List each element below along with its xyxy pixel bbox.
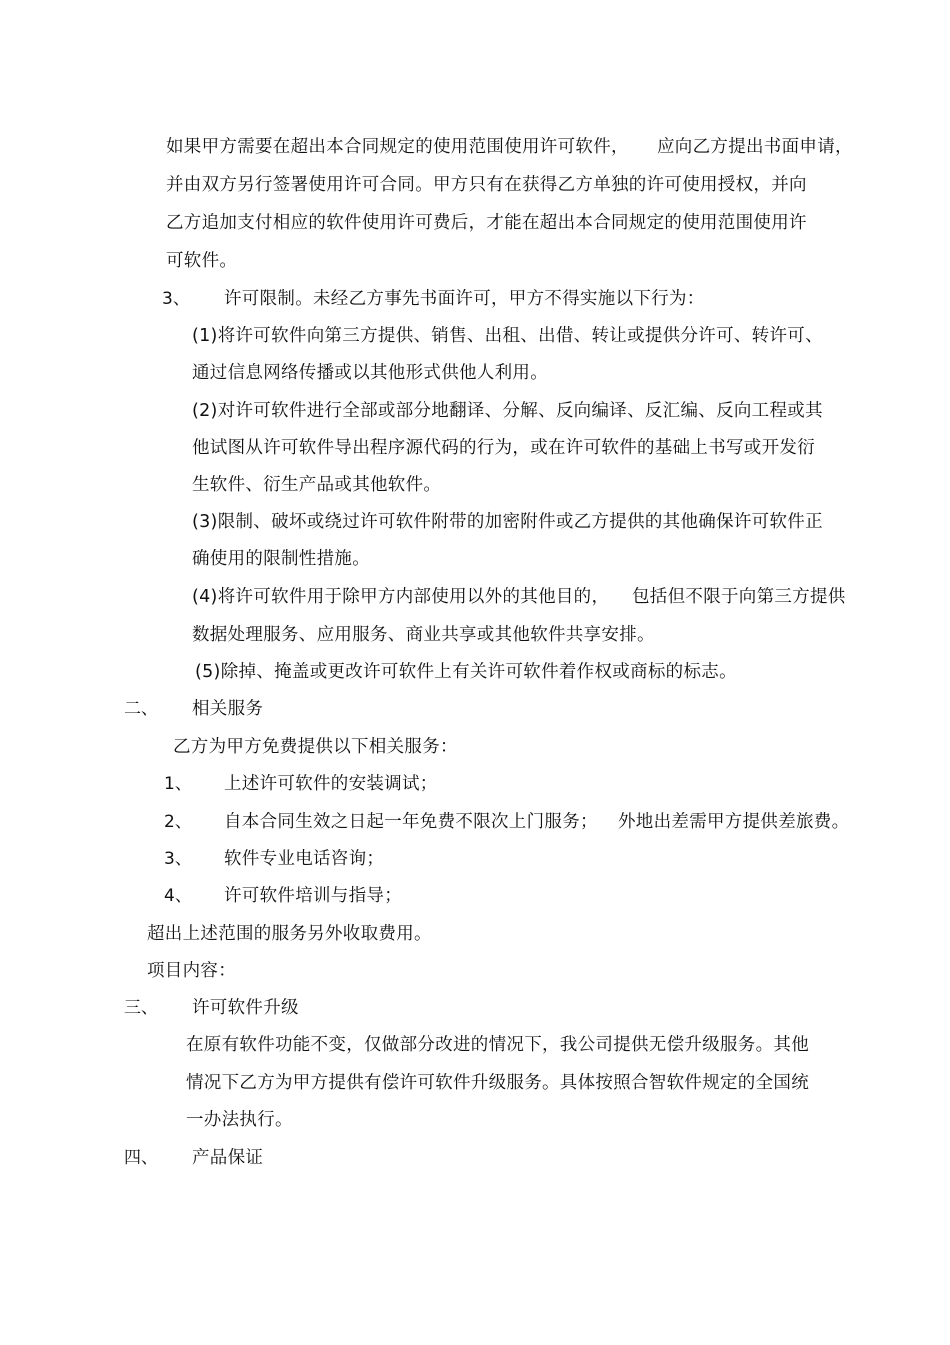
restriction-heading: 许可限制。未经乙方事先书面许可，甲方不得实施以下行为： [224,289,705,309]
section-2-number: 二、 [124,699,158,719]
restriction-item-4-line-2: 数据处理服务、应用服务、商业共享或其他软件共享安排。 [192,625,655,645]
restriction-item-1-line-2: 通过信息网络传播或以其他形式供他人利用。 [192,363,548,383]
section-3-line-2: 情况下乙方为甲方提供有偿许可软件升级服务。具体按照合智软件规定的全国统 [186,1073,809,1093]
service-item-4-text: 许可软件培训与指导； [224,886,402,906]
restriction-number: 3、 [162,289,190,309]
restriction-item-4-line-1a: (4)将许可软件用于除甲方内部使用以外的其他目的， [192,587,610,607]
restriction-item-3-line-1: (3)限制、破坏或绕过许可软件附带的加密附件或乙方提供的其他确保许可软件正 [192,512,823,532]
usage-scope-line-1b: 应向乙方提出书面申请， [657,137,853,157]
section-3-line-3: 一办法执行。 [186,1110,293,1130]
service-item-1-text: 上述许可软件的安装调试； [224,774,438,794]
service-item-2-text: 自本合同生效之日起一年免费不限次上门服务； [224,812,598,832]
usage-scope-line-3: 乙方追加支付相应的软件使用许可费后，才能在超出本合同规定的使用范围使用许 [166,213,807,233]
section-3-line-1: 在原有软件功能不变，仅做部分改进的情况下，我公司提供无偿升级服务。其他 [186,1035,809,1055]
section-4-title: 产品保证 [192,1148,264,1168]
section-4-number: 四、 [124,1148,158,1168]
restriction-item-2-line-3: 生软件、衍生产品或其他软件。 [192,475,442,495]
usage-scope-line-1a: 如果甲方需要在超出本合同规定的使用范围使用许可软件， [166,137,629,157]
service-item-1-number: 1、 [164,774,192,794]
service-item-2-number: 2、 [164,812,192,832]
service-item-4-number: 4、 [164,886,192,906]
restriction-item-2-line-2: 他试图从许可软件导出程序源代码的行为，或在许可软件的基础上书写或开发衍 [192,438,815,458]
project-content-label: 项目内容： [147,961,236,981]
service-item-3-text: 软件专业电话咨询； [224,849,385,869]
restriction-item-1-line-1: (1)将许可软件向第三方提供、销售、出租、出借、转让或提供分许可、转许可、 [192,326,823,346]
restriction-item-2-line-1: (2)对许可软件进行全部或部分地翻译、分解、反向编译、反汇编、反向工程或其 [192,401,823,421]
service-item-3-number: 3、 [164,849,192,869]
section-3-title: 许可软件升级 [192,998,299,1018]
service-item-2-extra: 外地出差需甲方提供差旅费。 [618,812,850,832]
restriction-item-5: (5)除掉、掩盖或更改许可软件上有关许可软件着作权或商标的标志。 [195,662,737,682]
section-2-title: 相关服务 [192,699,264,719]
section-2-intro: 乙方为甲方免费提供以下相关服务： [173,737,458,757]
usage-scope-line-2: 并由双方另行签署使用许可合同。甲方只有在获得乙方单独的许可使用授权，并向 [166,175,807,195]
restriction-item-4-line-1b: 包括但不限于向第三方提供 [632,587,846,607]
restriction-item-3-line-2: 确使用的限制性措施。 [192,549,370,569]
usage-scope-line-4: 可软件。 [166,251,238,271]
beyond-scope-note: 超出上述范围的服务另外收取费用。 [147,924,432,944]
section-3-number: 三、 [124,998,158,1018]
